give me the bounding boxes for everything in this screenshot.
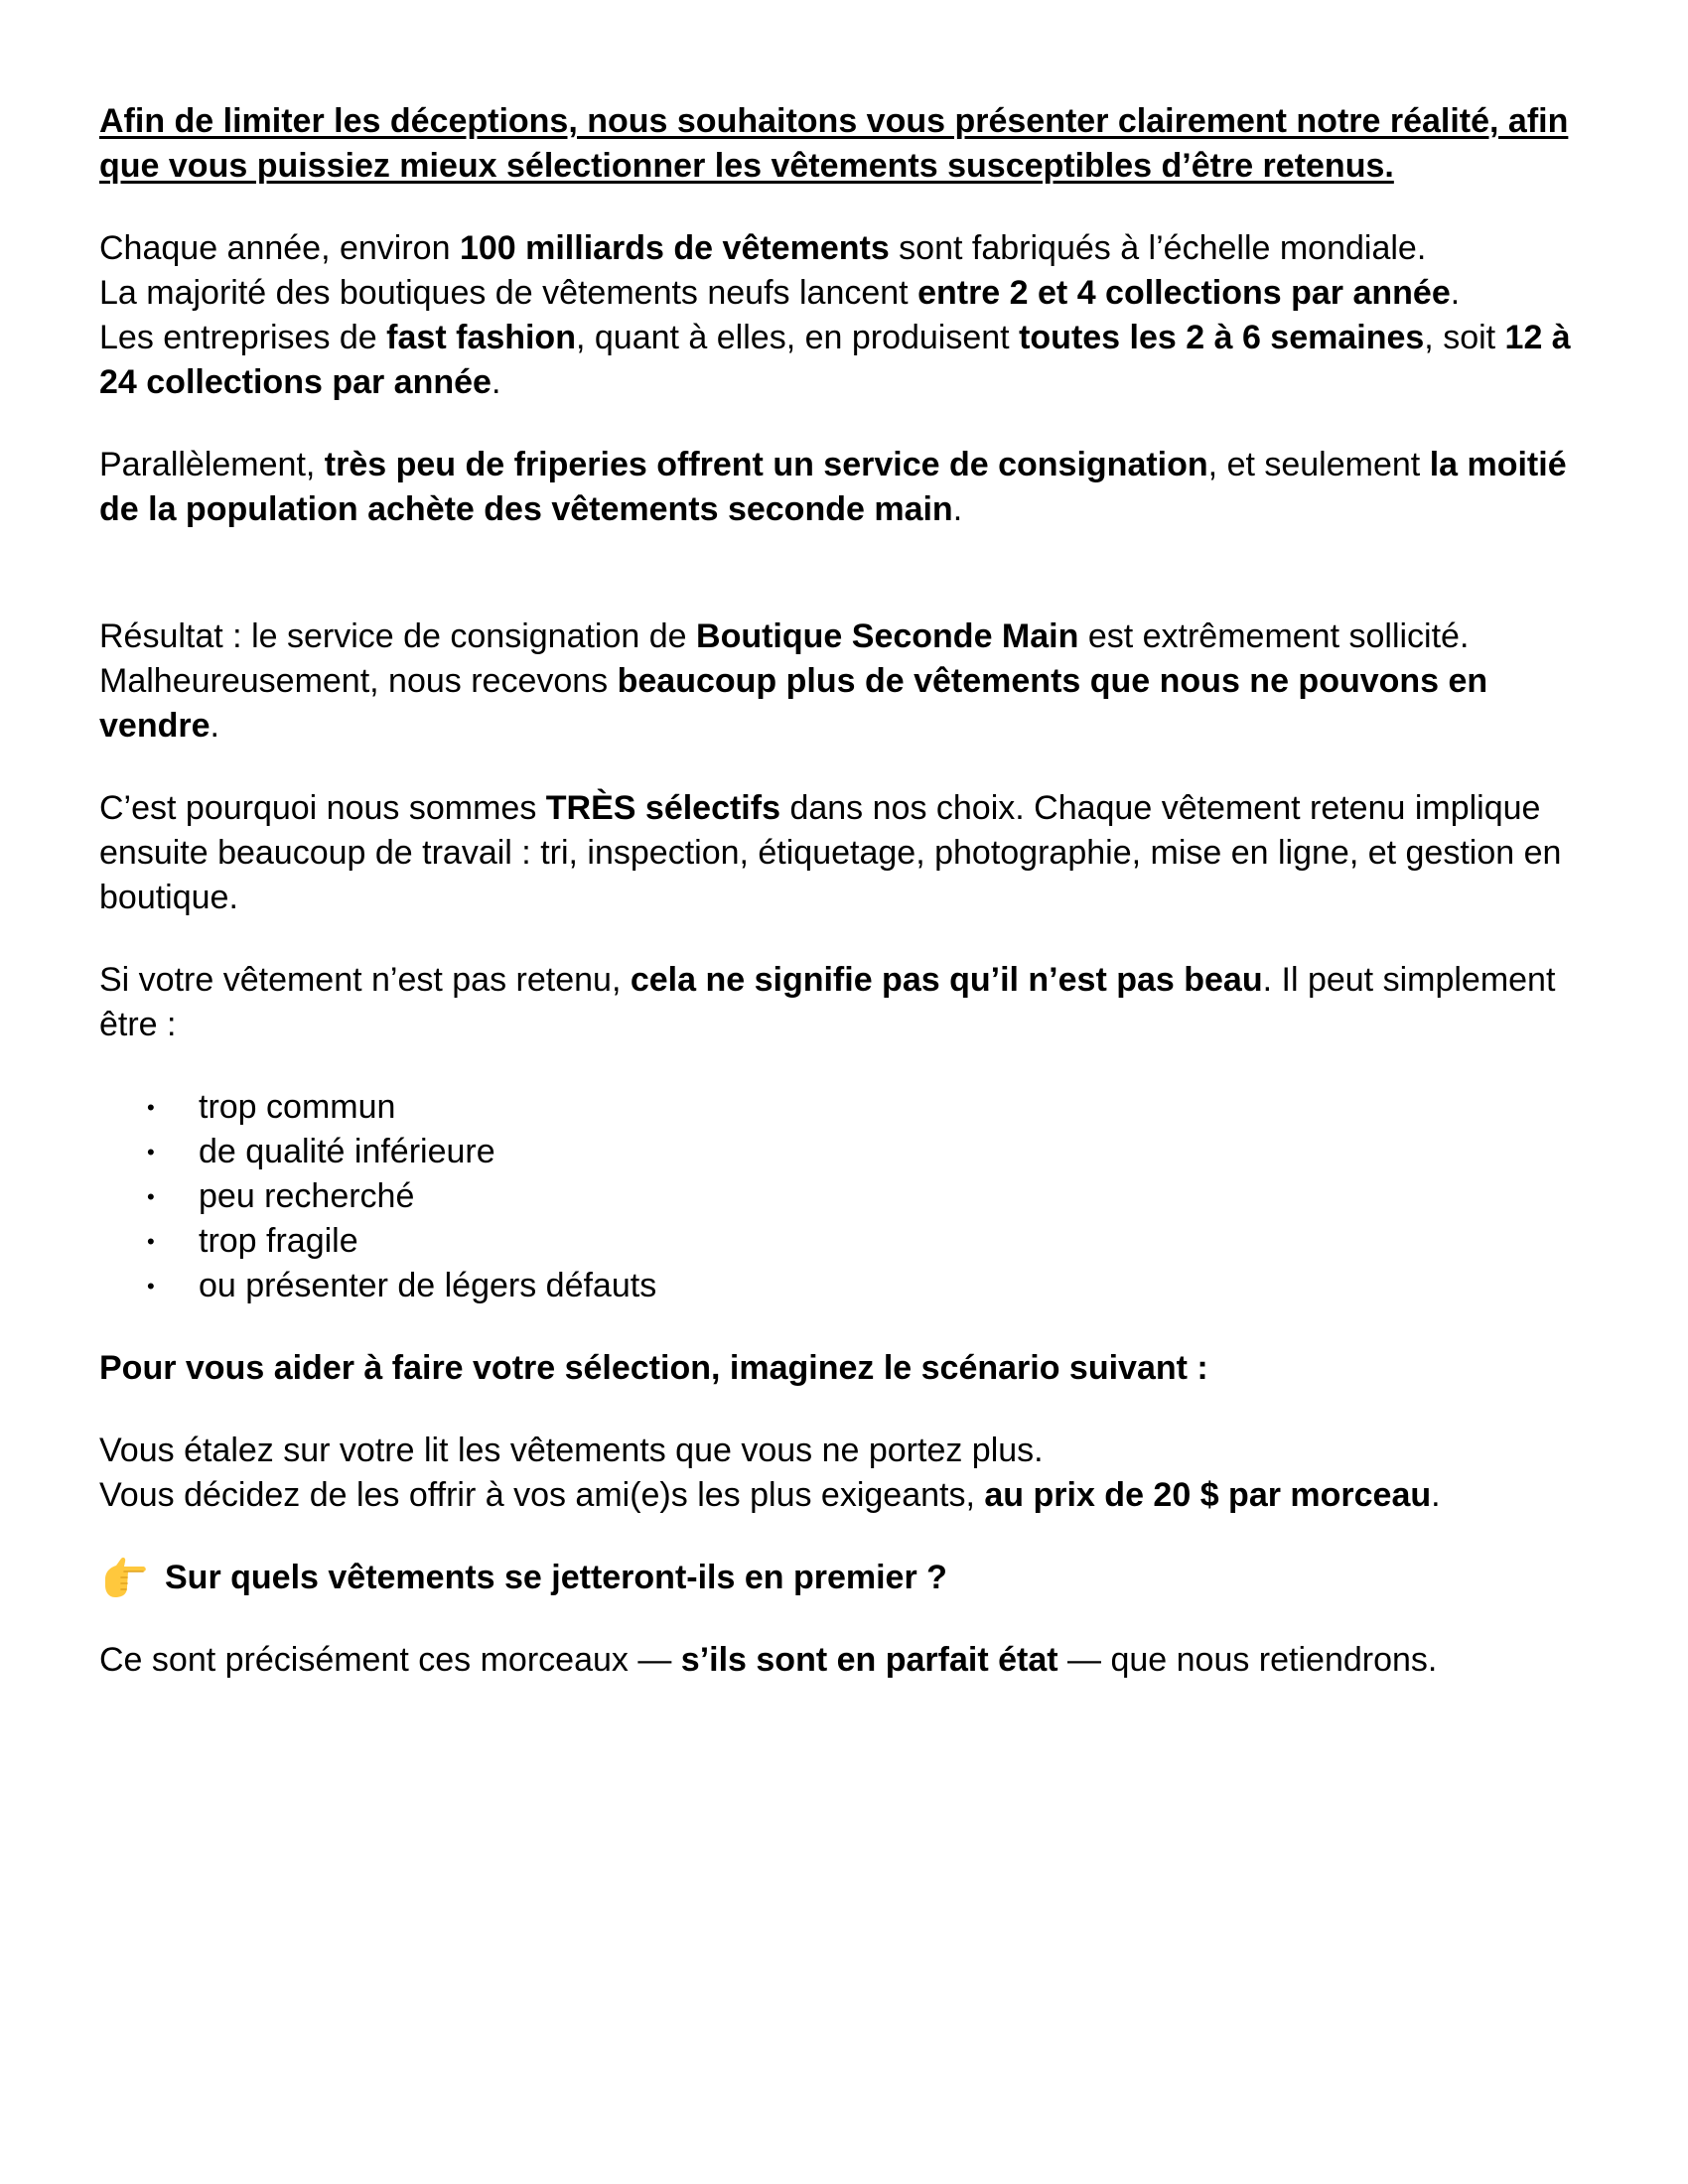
selective-paragraph [99,786,1589,920]
reasons-list [99,1085,1589,1308]
parallel-text: Parallèlement, [99,446,325,483]
conclusion-text: — que nous retiendrons. [1057,1641,1438,1679]
conclusion-text: Ce sont précisément ces morceaux — [99,1641,681,1679]
stats-highlight: 100 milliards de vêtements [459,229,890,267]
stats-text: . [1450,274,1461,312]
conclusion-paragraph [99,1638,1589,1683]
list-item [147,1219,1589,1264]
list-item [147,1130,1589,1174]
conclusion-highlight: s’ils sont en parfait état [680,1641,1058,1679]
parallel-highlight: la moitié de la population achète des vêtements seconde main [99,446,1567,528]
scenario-text: . [1431,1476,1441,1514]
scenario-highlight: au prix de 20 $ par morceau [984,1476,1432,1514]
stats-highlight: toutes les 2 à 6 semaines [1019,319,1425,356]
stats-text: Chaque année, environ [99,229,460,267]
stats-text: sont fabriqués à l’échelle mondiale. [889,229,1427,267]
reason-text: trop commun [199,1088,396,1126]
scenario-paragraph [99,1429,1589,1518]
selective-text: dans nos choix. Chaque vêtement retenu implique ensuite beaucoup de travail : tri, inspection, étiquetage, photographie, mise en ligne, et gestion en boutique. [99,789,1562,916]
parallel-highlight: très peu de friperies offrent un service de consignation [324,446,1208,483]
brand-name: Boutique Seconde Main [696,617,1079,655]
stats-highlight: entre 2 et 4 collections par année [917,274,1451,312]
result-text: . [210,707,219,745]
stats-text: Les entreprises de [99,319,387,356]
stats-text: La majorité des boutiques de vêtements neufs lancent [99,274,918,312]
stats-text: . [491,363,501,401]
selective-text: C’est pourquoi nous sommes [99,789,546,827]
scenario-intro: Pour vous aider à faire votre sélection, imaginez le scénario suivant : [99,1349,1208,1387]
result-paragraph [99,614,1589,749]
question-line [99,1556,1589,1600]
question-text: Sur quels vêtements se jetteront-ils en premier ? [165,1559,947,1596]
not-retained-highlight: cela ne signifie pas qu’il n’est pas beau [630,961,1263,999]
not-retained-text: . Il peut simplement être : [99,961,1556,1043]
stats-text: , quant à elles, en produisent [575,319,1020,356]
reason-text: de qualité inférieure [199,1133,495,1170]
scenario-text: Vous étalez sur votre lit les vêtements que vous ne portez plus. [99,1432,1044,1469]
parallel-paragraph [99,443,1589,532]
not-retained-text: Si votre vêtement n’est pas retenu, [99,961,631,999]
stats-paragraph [99,226,1589,405]
parallel-text: , et seulement [1207,446,1430,483]
reason-text: trop fragile [199,1222,358,1260]
selective-highlight: TRÈS sélectifs [545,789,780,827]
bullet-icon: • [147,1140,155,1164]
stats-highlight: fast fashion [386,319,576,356]
reason-text: peu recherché [199,1177,415,1215]
list-item [147,1085,1589,1130]
bullet-icon: • [147,1274,155,1298]
stats-highlight: 12 à 24 collections par année [99,319,1571,401]
stats-text: , soit [1424,319,1505,356]
not-retained-paragraph [99,958,1589,1047]
parallel-text: . [952,490,963,528]
reason-text: ou présenter de légers défauts [199,1267,657,1304]
page-heading: Afin de limiter les déceptions, nous souhaitons vous présenter clairement notre réalité, afin que vous puissiez mieux sélectionner les vêtements susceptibles d’être retenus. [99,102,1569,185]
bullet-icon: • [147,1184,155,1209]
bullet-icon: • [147,1095,155,1120]
result-highlight: beaucoup plus de vêtements que nous ne pouvons en vendre [99,662,1488,745]
scenario-text: Vous décidez de les offrir à vos ami(e)s les plus exigeants, [99,1476,985,1514]
list-item [147,1264,1589,1308]
result-text: Résultat : le service de consignation de [99,617,697,655]
list-item [147,1174,1589,1219]
bullet-icon: • [147,1229,155,1254]
document-page [99,99,1589,1720]
result-text: est extrêmement sollicité. Malheureusement, nous recevons [99,617,1470,700]
pointing-hand-right-icon [99,1556,149,1600]
